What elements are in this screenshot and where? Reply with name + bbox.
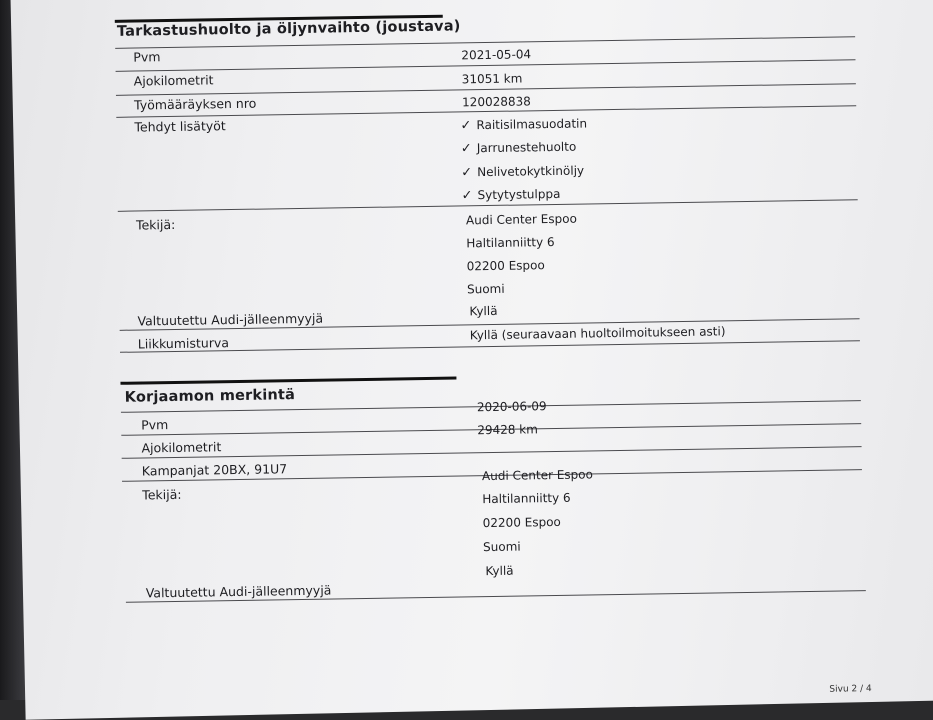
check-icon: ✓ [460,118,472,134]
dealer-value: Kyllä [469,303,498,319]
km-label: Ajokilometrit [141,439,222,456]
mobility-value: Kyllä (seuraavaan huoltoilmoitukseen asti) [469,324,726,343]
doer-line: Audi Center Espoo [465,211,577,228]
order-number-label: Työmääräyksen nro [133,95,257,113]
doer-line: Audi Center Espoo [481,467,593,484]
km-value: 29428 km [477,422,539,438]
campaign-label: Kampanjat 20BX, 91U7 [141,461,288,479]
km-value: 31051 km [461,71,523,87]
doer-label: Tekijä: [142,486,182,503]
divider [122,446,862,459]
doer-line: Haltilanniitty 6 [466,234,555,251]
extra-work-label: Tehdyt lisätyöt [134,118,226,135]
doer-line: Suomi [466,281,505,297]
pvm-label: Pvm [133,49,161,65]
km-label: Ajokilometrit [133,72,214,89]
extra-work-item: ✓ Sytytystulppa [461,186,561,204]
mobility-label: Liikkumisturva [137,335,230,352]
section2-title: Korjaamon merkintä [124,387,296,406]
dealer-label: Valtuutettu Audi-jälleenmyyjä [145,582,332,601]
doer-line: 02200 Espoo [482,514,561,531]
divider [120,340,860,353]
divider [115,36,855,49]
doer-label: Tekijä: [135,216,176,233]
section1-title: Tarkastushuolto ja öljynvaihto (joustava) [116,18,461,40]
page-number: Sivu 2 / 4 [829,684,872,695]
pvm-value: 2020-06-09 [476,399,547,415]
check-icon: ✓ [460,141,472,157]
extra-work-item: ✓ Jarrunestehuolto [460,139,577,157]
doer-line: Suomi [482,539,521,555]
check-icon: ✓ [461,188,473,204]
doer-line: Haltilanniitty 6 [482,490,571,507]
extra-work-item: ✓ Raitisilmasuodatin [460,116,588,134]
section2-top-bar [120,377,456,385]
pvm-value: 2021-05-04 [461,47,532,63]
document-page [95,0,886,706]
doer-line: 02200 Espoo [466,258,545,274]
check-icon: ✓ [461,165,473,181]
dealer-value: Kyllä [485,563,514,579]
extra-work-item: ✓ Nelivetokytkinöljy [461,163,585,181]
dealer-label: Valtuutettu Audi-jälleenmyyjä [137,310,324,329]
order-number-value: 120028838 [461,94,531,110]
pvm-label: Pvm [141,417,169,433]
